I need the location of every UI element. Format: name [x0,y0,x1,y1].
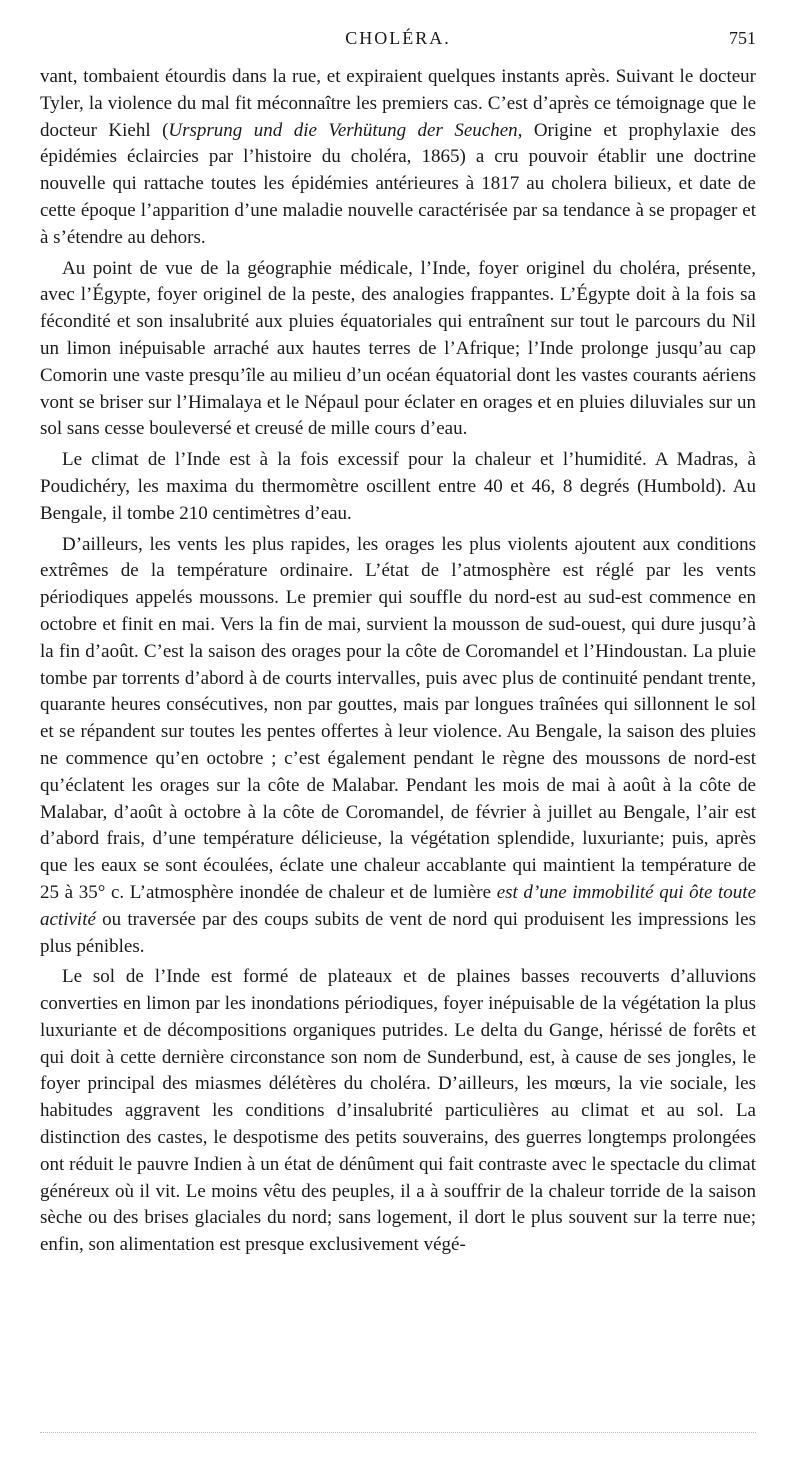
page-header [40,24,756,54]
paragraph [40,447,756,527]
paragraph [40,964,756,1259]
italic-text: est d’une immobilité qui ôte toute activité [40,881,757,930]
paragraph [40,256,756,444]
paragraph-text: D’ailleurs, les vents les plus rapides, les orages les plus violents ajoutent aux conditions extrêmes de la température ordinaire. L’état de l’atmosphère est réglé par les vents périodiques appelés moussons. Le premier qui souffle du nord-est au sud-est commence en octobre et finit en mai. Vers la fin de mai, survient la mousson de sud-ouest, qui dure jusqu’à la fin d’août. C’est la saison des orages pour la côte de Coromandel et l’Hindoustan. La pluie tombe par torrents d’abord à de courts intervalles, puis avec plus de continuité pendant trente, quarante heures consécutives, non par gouttes, mais par longues traînées qui sillonnent le sol et se répandent sur toutes les pentes offertes à leur violence. Au Bengale, la saison des pluies ne commence qu’en octobre ; c’est également pendant le règne des moussons de nord-est qu’éclatent les orages sur la côte de Malabar. Pendant les mois de mai à août à la côte de Malabar, d’août à octobre à la côte de Coromandel, de février à juillet au Bengale, l’air est d’abord frais, d’une température délicieuse, la végétation splendide, luxuriante; puis, après que les eaux se sont écoulées, éclate une chaleur accablante qui maintient la température de 25 à 35° c. L’atmosphère inondée de chaleur et de lumière [40,533,756,903]
paragraph-text: ou traversée par des coups subits de vent de nord qui produisent les impressions les plus pénibles. [40,908,756,957]
page-number: 751 [729,28,756,48]
paragraph-text: Le sol de l’Inde est formé de plateaux et de plaines basses recouverts d’alluvions converties en limon par les inondations périodiques, foyer inépuisable de la végétation la plus luxuriante et de décompositions organiques putrides. Le delta du Gange, hérissé de forêts et qui doit à cette dernière circonstance son nom de Sunderbund, est, à cause de ses jongles, le foyer principal des miasmes délétères du choléra. D’ailleurs, les mœurs, la vie sociale, les habitudes aggravent les conditions d’insalubrité particulières au climat et au sol. La distinction des castes, le despotisme des petits souverains, des guerres longtemps prolongées ont réduit le pauvre Indien à un état de dénûment qui fait contraste avec le spectacle du climat généreux où il vit. Le moins vêtu des peuples, il a à souffrir de la chaleur torride de la saison sèche ou des brises glaciales du nord; sans logement, il dort le plus souvent sur la terre nue; enfin, son alimentation est presque exclusivement végé- [40,966,756,1256]
footer-rule [40,1432,756,1433]
running-title: CHOLÉRA. [345,28,451,48]
italic-text: Ursprung und die Verhütung der Seuchen, [168,119,523,141]
document-page [40,24,756,1263]
paragraph-text: vant, tombaient étourdis dans la rue, et expiraient quelques instants après. Suivant le docteur Tyler, la violence du mal fit méconnaître les premiers cas. C’est d’après ce témoignage que le docteur Kiehl ( [40,66,756,141]
paragraph-text: Au point de vue de la géographie médicale, l’Inde, foyer originel du choléra, présente, avec l’Égypte, foyer originel de la peste, des analogies frappantes. L’Égypte doit à la fois sa fécondité et son insalubrité aux pluies équatoriales qui entraînent sur tout le parcours du Nil un limon inépuisable arraché aux hautes terres de l’Afrique; l’Inde prolonge jusqu’au cap Comorin une vaste presqu’île au milieu d’un océan équatorial dont les vastes courants aériens vont se briser sur l’Himalaya et le Népaul pour éclater en orages et en pluies diluviales sur un sol sans cesse bouleversé et creusé de mille cours d’eau. [40,257,756,440]
body-text [40,64,756,1259]
paragraph [40,532,756,961]
paragraph [40,64,756,252]
paragraph-text: Origine et prophylaxie des épidémies éclaircies par l’histoire du choléra, 1865) a cru pouvoir établir une doctrine nouvelle qui rattache toutes les épidémies antérieures à 1817 au cholera bilieux, et date de cette époque l’apparition d’une maladie nouvelle caractérisée par sa tendance à se propager et à s’étendre au dehors. [40,119,756,248]
paragraph-text: Le climat de l’Inde est à la fois excessif pour la chaleur et l’humidité. A Madras, à Poudichéry, les maxima du thermomètre oscillent entre 40 et 46, 8 degrés (Humbold). Au Bengale, il tombe 210 centimètres d’eau. [40,449,756,524]
